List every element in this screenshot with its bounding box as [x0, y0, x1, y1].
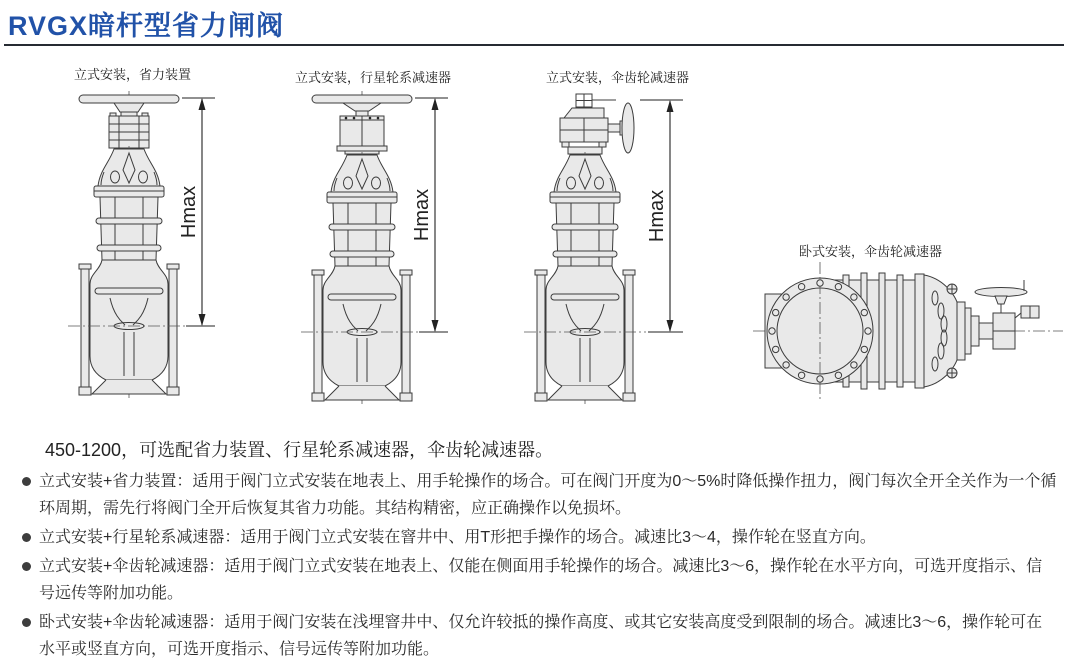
bullet-icon — [22, 533, 31, 542]
hmax-label: Hmax — [646, 189, 668, 243]
valve-body — [68, 146, 190, 400]
list-item — [22, 553, 1058, 607]
bullet-icon — [22, 618, 31, 627]
valve-drawing-planetary-reducer — [285, 86, 500, 408]
feature-text: 立式安装+伞齿轮减速器：适用于阀门立式安装在地表上、仅能在侧面用手轮操作的场合。减速比3～6，操作轮在水平方向，可选开度指示、信号远传等附加功能。 — [39, 558, 1043, 602]
side-handwheel — [608, 103, 634, 153]
hmax-dimension — [640, 100, 683, 332]
feature-text: 立式安装+行星轮系减速器：适用于阀门立式安装在窨井中、用T形把手操作的场合。减速比3～4，操作轮在竖直方向。 — [39, 529, 876, 546]
list-item — [22, 524, 1058, 551]
figure-label-planetary-reducer: 立式安装，行星轮系减速器 — [295, 70, 452, 85]
feature-list — [22, 468, 1058, 665]
figure-label-horizontal-bevel-reducer: 卧式安装，伞齿轮减速器 — [799, 244, 943, 259]
bullet-icon — [22, 477, 31, 486]
bullet-icon — [22, 562, 31, 571]
valve-body — [301, 152, 423, 404]
saving-device-gearbox — [109, 113, 149, 148]
hmax-label: Hmax — [178, 185, 200, 239]
size-range-note: 450-1200，可选配省力装置、行星轮系减速器，伞齿轮减速器。 — [45, 440, 554, 460]
planetary-reducer-box — [337, 116, 387, 154]
list-item — [22, 609, 1058, 663]
valve-drawing-horizontal — [745, 258, 1067, 403]
valve-body — [524, 152, 646, 404]
operating-handwheel — [975, 280, 1027, 313]
figure-label-bevel-reducer: 立式安装，伞齿轮减速器 — [546, 70, 690, 85]
feature-text: 立式安装+省力装置：适用于阀门立式安装在地表上、用手轮操作的场合。可在阀门开度为0～5%时降低操作扭力，阀门每次全开全关作为一个循环周期，需先行将阀门全开后恢复其省力功能。其结构精密，应正确操作以免损坏。 — [39, 473, 1057, 517]
figure-label-saving-device: 立式安装，省力装置 — [74, 67, 192, 82]
bevel-gearbox — [993, 306, 1039, 349]
hmax-label: Hmax — [411, 188, 433, 242]
hmax-dimension — [411, 98, 448, 332]
valve-drawing-saving-device — [52, 86, 267, 408]
hmax-dimension — [178, 98, 215, 326]
list-item — [22, 468, 1058, 522]
feature-text: 卧式安装+伞齿轮减速器：适用于阀门安装在浅埋窨井中、仅允许较抵的操作高度、或其它安装高度受到限制的场合。减速比3～6，操作轮可在水平或竖直方向，可选开度指示、信号远传等附加功能。 — [39, 614, 1043, 658]
title-divider — [4, 44, 1064, 46]
valve-drawing-bevel-reducer — [520, 86, 735, 408]
page-title: RVGX暗杆型省力闸阀 — [8, 11, 285, 41]
